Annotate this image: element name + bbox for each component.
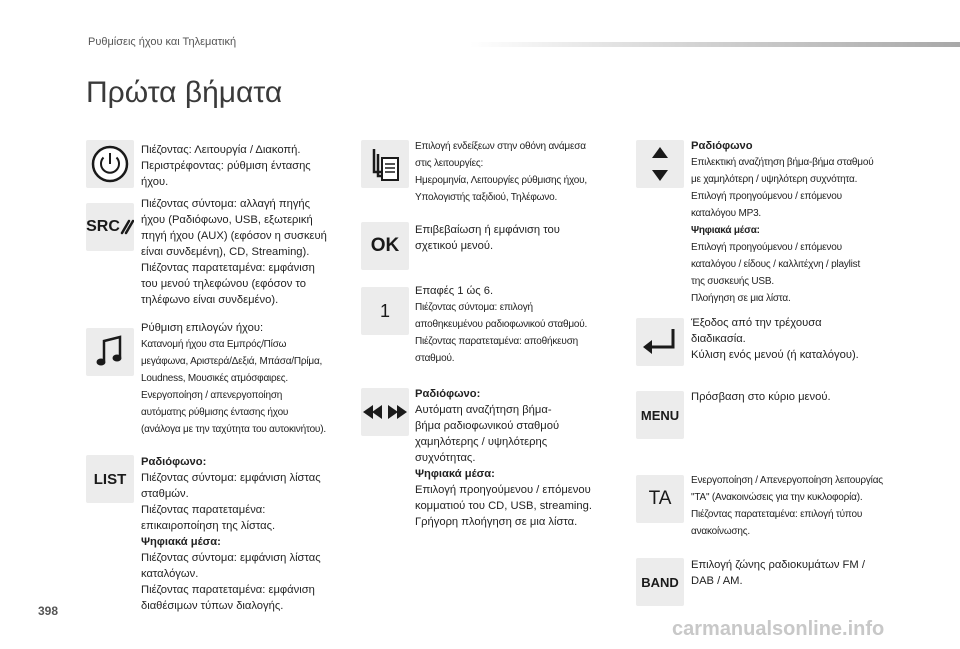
phone-icon	[120, 219, 134, 235]
seek-arrows-icon	[363, 404, 407, 420]
src-label: SRC	[86, 218, 120, 235]
list-button[interactable]	[86, 455, 134, 503]
preset-keys-description: Επαφές 1 ώς 6. Πιέζοντας σύντομα: επιλογή αποθηκευμένου ραδιοφωνικού σταθμού. Πιέζοντας παρατεταμένα: αποθήκευση σταθμού.	[415, 285, 588, 364]
list-description: Ραδιόφωνο: Πιέζοντας σύντομα: εμφάνιση λίστας σταθμών. Πιέζοντας παρατεταμένα: επικαιροποίηση της λίστας. Ψηφιακά μέσα: Πιέζοντας σύντομα: εμφάνιση λίστας καταλόγων. Πιέζοντας παρατεταμένα: εμφάνιση διαθέσιμων τύπων διαλογής.	[141, 456, 321, 612]
power-description: Πιέζοντας: Λειτουργία / Διακοπή. Περιστρέφοντας: ρύθμιση έντασης ήχου.	[141, 144, 311, 188]
up-down-description: Ραδιόφωνο Επιλεκτική αναζήτηση βήμα-βήμα σταθμού με χαμηλότερη / υψηλότερη συχνότητα. Επιλογή προηγούμενου / επόμενου καταλόγου MP3. Ψηφιακά μέσα: Επιλογή προηγούμενου / επόμενου καταλόγου / είδους / καλλιτέχνη / playlist της συσκευής USB. Πλοήγηση σε μια λίστα.	[691, 140, 874, 304]
ta-description: Ενεργοποίηση / Απενεργοποίηση λειτουργίας "TA" (Ανακοινώσεις για την κυκλοφορία). Πιέζοντας παρατεταμένα: επιλογή τύπου ανακοίνωσης.	[691, 475, 883, 537]
up-down-arrows-icon	[650, 144, 670, 184]
back-description: Έξοδος από την τρέχουσα διαδικασία. Κύλιση ενός μενού (ή καταλόγου).	[691, 317, 859, 361]
header-gradient-bar	[470, 42, 960, 47]
page-title: Πρώτα βήματα	[86, 76, 283, 109]
back-arrow-icon	[641, 327, 679, 357]
band-button[interactable]	[636, 558, 684, 606]
music-note-icon	[95, 335, 125, 369]
page-number: 398	[38, 604, 59, 618]
menu-description: Πρόσβαση στο κύριο μενού.	[691, 391, 831, 403]
display-select-icon	[368, 146, 402, 182]
band-description: Επιλογή ζώνης ραδιοκυμάτων FM / DAB / AM.	[691, 559, 865, 587]
back-button[interactable]	[636, 318, 684, 366]
src-description: Πιέζοντας σύντομα: αλλαγή πηγής ήχου (Ραδιόφωνο, USB, εξωτερική πηγή ήχου (AUX) (εφόσον η συσκευή είναι συνδεμένη), CD, Streaming). Πιέζοντας παρατεταμένα: εμφάνιση του μενού τηλεφώνου (εφόσον το τηλέφωνο είναι συνδεμένο).	[141, 198, 327, 306]
up-down-button[interactable]	[636, 140, 684, 188]
list-label: LIST	[93, 470, 127, 488]
menu-button[interactable]	[636, 391, 684, 439]
display-description: Επιλογή ενδείξεων στην οθόνη ανάμεσα στις λειτουργίες: Ημερομηνία, Λειτουργίες ρύθμισης ήχου, Υπολογιστής ταξιδιού, Τηλέφωνο.	[415, 141, 587, 203]
band-label: BAND	[641, 574, 679, 590]
power-icon	[90, 144, 130, 184]
seek-description: Ραδιόφωνο: Αυτόματη αναζήτηση βήμα- βήμα ραδιοφωνικού σταθμού χαμηλότερης / υψηλότερης συχνότητας. Ψηφιακά μέσα: Επιλογή προηγούμενου / επόμενου κομματιού του CD, USB, streaming. Γρήγορη πλοήγηση σε μια λίστα.	[415, 388, 592, 528]
menu-label: MENU	[640, 407, 680, 423]
power-button[interactable]	[86, 140, 134, 188]
display-button[interactable]	[361, 140, 409, 188]
src-button[interactable]	[86, 203, 134, 251]
ok-button[interactable]	[361, 222, 409, 270]
section-title: Ρυθμίσεις ήχου και Τηλεματική	[88, 36, 237, 48]
seek-button[interactable]	[361, 388, 409, 436]
audio-settings-button[interactable]	[86, 328, 134, 376]
ta-button[interactable]	[636, 475, 684, 523]
one-label: 1	[379, 300, 390, 321]
ok-label: OK	[370, 235, 400, 256]
ok-description: Επιβεβαίωση ή εμφάνιση του σχετικού μενού.	[415, 224, 560, 252]
audio-settings-description: Ρύθμιση επιλογών ήχου: Κατανομή ήχου στα Εμπρός/Πίσω μεγάφωνα, Αριστερά/Δεξιά, Μπάσα/Πρίμα, Loudness, Μουσικές ατμόσφαιρες. Ενεργοποίηση / απενεργοποίηση αυτόματης ρύθμισης έντασης ήχου (ανάλογα με την ταχύτητα του αυτοκινήτου).	[141, 322, 326, 435]
watermark: carmanualsonline.info	[672, 618, 885, 640]
ta-label: TA	[648, 488, 672, 509]
preset-key-1[interactable]	[361, 287, 409, 335]
